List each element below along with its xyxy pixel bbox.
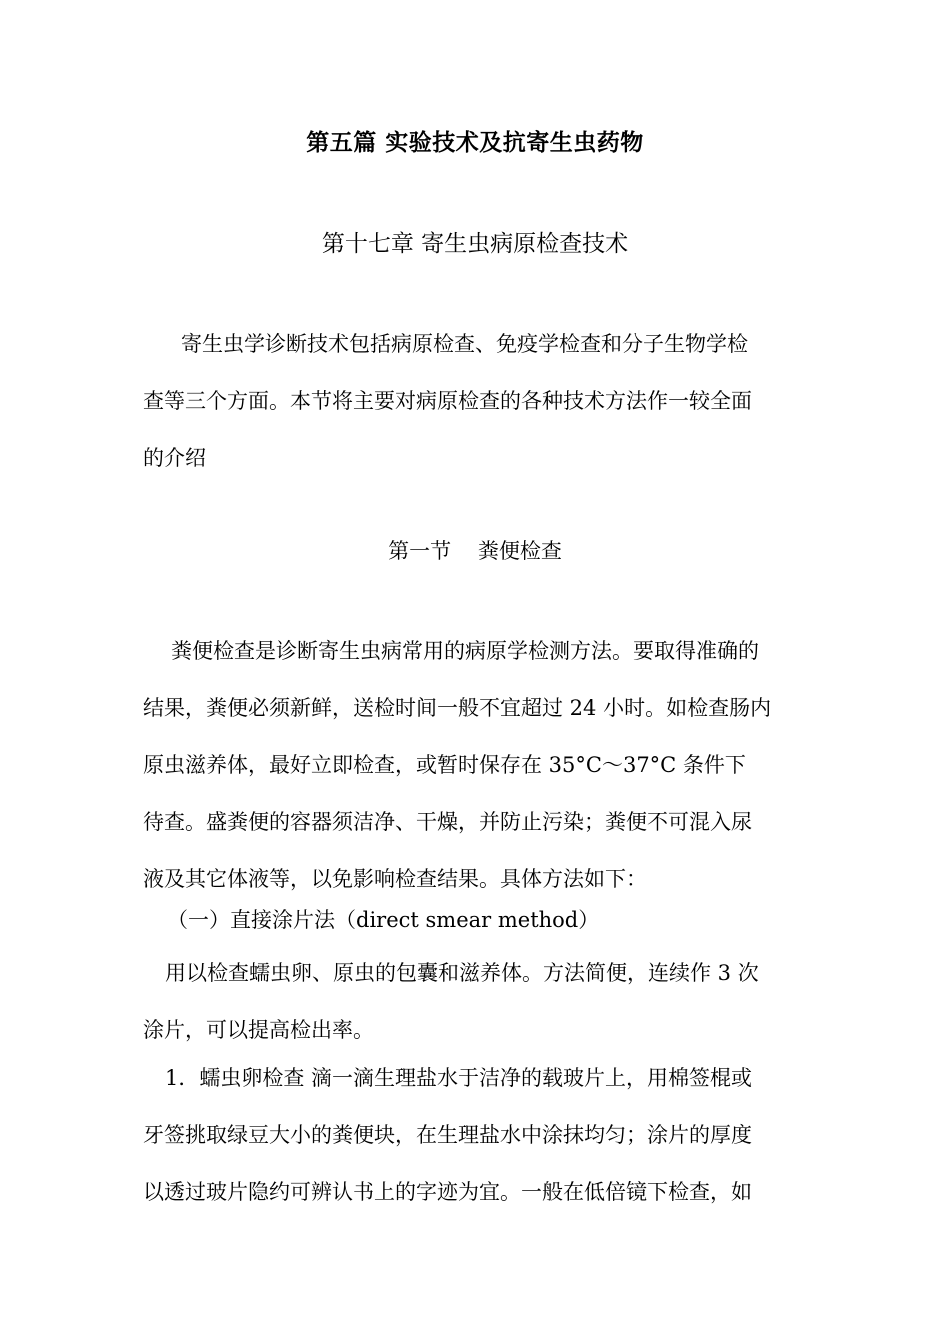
section-title: 第一节 粪便检查 — [388, 539, 562, 563]
section-line: 粪便检查是诊断寄生虫病常用的病原学检测方法。要取得准确的 — [171, 639, 759, 663]
section-line: 待查。盛粪便的容器须洁净、干燥，并防止污染；粪便不可混入尿 — [143, 810, 752, 834]
chapter-title: 第十七章 寄生虫病原检查技术 — [321, 231, 629, 257]
item1-paragraph — [143, 1063, 806, 1234]
subheading-block — [143, 905, 806, 955]
item1-line: 1．蠕虫卵检查 滴一滴生理盐水于洁净的载玻片上，用棉签棍或 — [165, 1066, 753, 1090]
intro-line: 寄生虫学诊断技术包括病原检查、免疫学检查和分子生物学检 — [181, 332, 748, 356]
method-paragraph — [143, 958, 806, 1072]
item1-line: 牙签挑取绿豆大小的粪便块，在生理盐水中涂抹均匀；涂片的厚度 — [143, 1123, 752, 1147]
intro-paragraph — [143, 329, 806, 500]
section-line: 液及其它体液等，以免影响检查结果。具体方法如下： — [143, 867, 647, 891]
section-line: 原虫滋养体，最好立即检查，或暂时保存在 35°C～37°C 条件下 — [143, 753, 746, 777]
method-line: 用以检查蠕虫卵、原虫的包囊和滋养体。方法简便，连续作 3 次 — [165, 961, 759, 985]
section-paragraph — [143, 636, 806, 921]
item1-line: 以透过玻片隐约可辨认书上的字迹为宜。一般在低倍镜下检查，如 — [143, 1180, 752, 1204]
intro-line: 查等三个方面。本节将主要对病原检查的各种技术方法作一较全面 — [143, 389, 752, 413]
part-title: 第五篇 实验技术及抗寄生虫药物 — [306, 129, 644, 156]
method-line: 涂片，可以提高检出率。 — [143, 1018, 374, 1042]
intro-line: 的介绍 — [143, 446, 206, 470]
section-line: 结果，粪便必须新鲜，送检时间一般不宜超过 24 小时。如检查肠内 — [143, 696, 772, 720]
subheading: （一）直接涂片法（direct smear method） — [167, 908, 600, 932]
